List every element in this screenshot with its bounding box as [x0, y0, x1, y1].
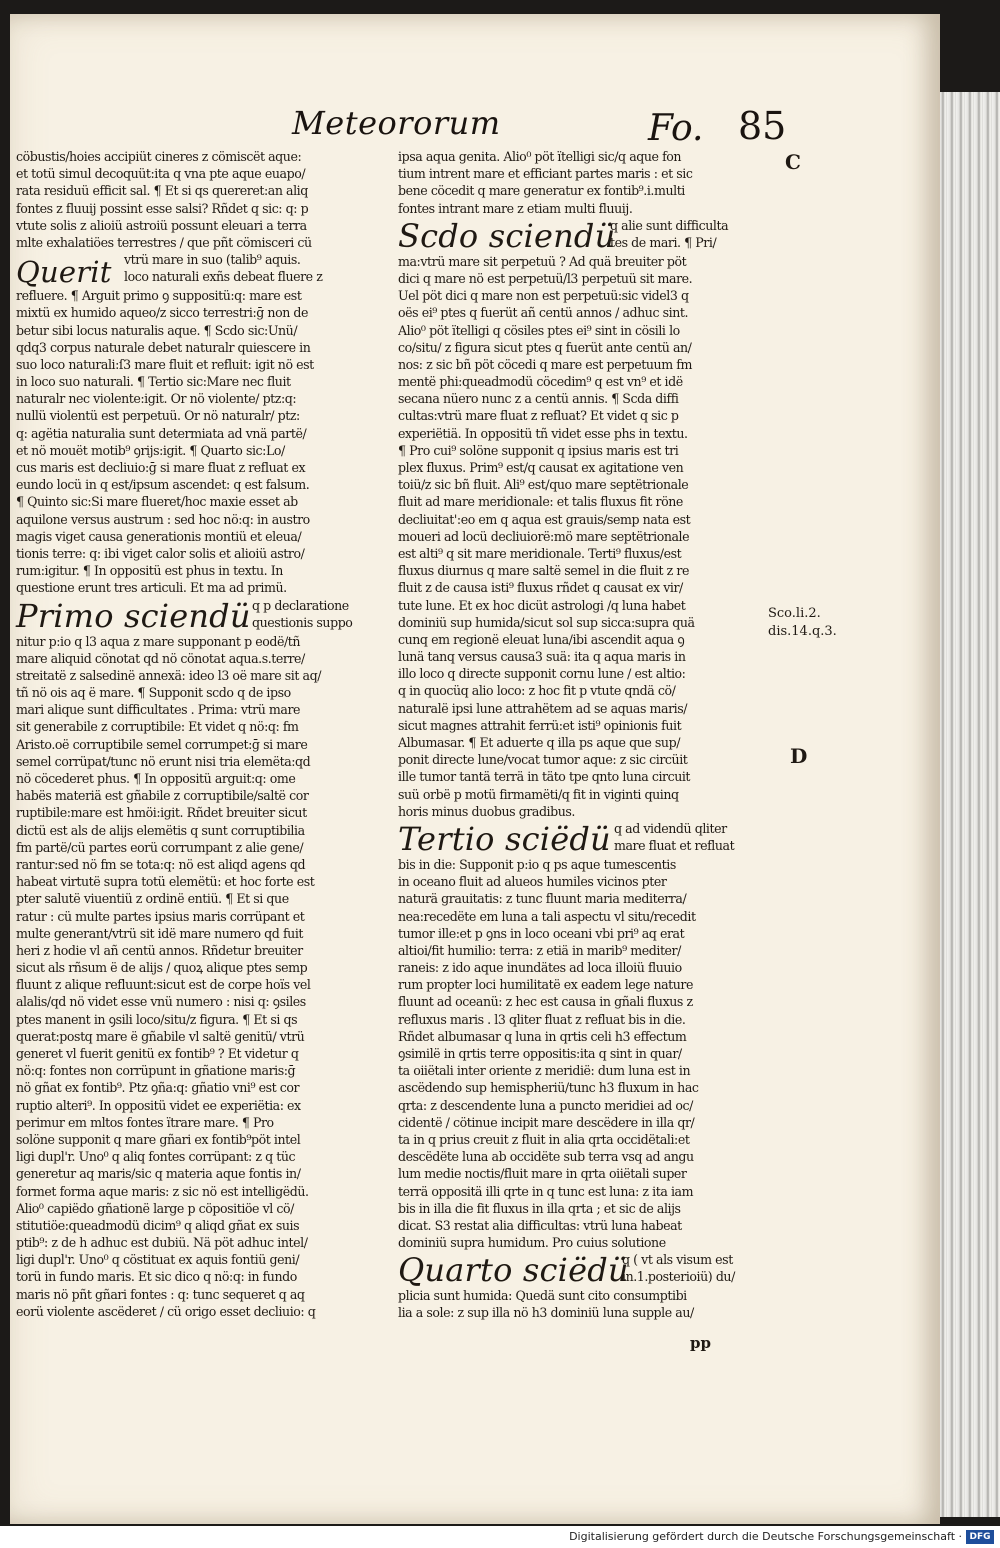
text-line: dictü est als de alijs elemëtis q sunt corruptibilia: [16, 822, 305, 838]
margin-letter-d: D: [790, 744, 808, 768]
text-line: plex fluxus. Prim⁹ est/q causat ex agitatione ven: [398, 460, 684, 475]
footer-bar: [0, 1526, 1000, 1548]
text-line: naturalr nec violente:igit. Or nö violente/ ptz:q:: [16, 391, 297, 407]
text-line: fontes intrant mare z etiam multi fluuij.: [398, 200, 633, 216]
text-line: terrä oppositä illi qrte in q tunc est luna: z ita iam: [398, 1183, 694, 1199]
heading-line: q alie sunt difficulta: [610, 217, 729, 233]
section-heading: [16, 251, 386, 290]
text-line: mixtü ex humido aqueo/z sicco terrestri:ḡ non de: [16, 305, 309, 321]
text-line: tumor ille:et p ꝯns in loco oceani vbi pri⁹ aq erat: [398, 925, 685, 941]
text-line: nos: z sic bñ pöt cöcedi q mare est perpetuum fm: [398, 356, 692, 372]
text-line: ma:vtrü mare sit perpetuü ? Ad quä breuiter pöt: [398, 253, 687, 269]
text-line: fluunt ad oceanü: z hec est causa in gñali fluxus z: [398, 994, 693, 1010]
text-line: mari alique sunt difficultates . Prima: vtrü mare: [16, 702, 301, 718]
text-line: Alio⁰ capiëdo gñationë large p cöpositiöe vl cö/: [16, 1200, 294, 1216]
text-line: torü in fundo maris. Et sic dico q nö:q: in fundo: [16, 1269, 297, 1285]
heading-line: mare fluat et refluat: [614, 837, 735, 853]
text-line: raneis: z ido aque inundätes ad loca illoiü fluuio: [398, 960, 682, 976]
text-line: in loco suo naturali. ¶ Tertio sic:Mare nec fluit: [16, 374, 291, 390]
text-line: ta oiiëtali inter oriente z meridië: dum luna est in: [398, 1063, 691, 1079]
running-title: Meteororum: [292, 104, 501, 142]
folio-label: Fo.: [648, 108, 704, 149]
text-line: cidentë / cötinue incipit mare descëdere in illa qr/: [398, 1114, 695, 1130]
text-line: pter salutë viuentiü z ordinë entiü. ¶ Et si que: [16, 891, 289, 907]
text-line: nö cöcederet phus. ¶ In oppositü arguit:q: ome: [16, 771, 296, 786]
text-line: rum:igitur. ¶ In oppositü est phus in textu. In: [16, 563, 283, 579]
text-line: naturä grauitatis: z tunc fluunt maria mediterra/: [398, 891, 687, 907]
text-line: naturalë ipsi lune attrahëtem ad se aquas maris/: [398, 700, 688, 716]
text-line: q: agëtia naturalia sunt determiata ad vnä partë/: [16, 425, 307, 441]
text-line: qdq3 corpus naturale debet naturalr quiescere in: [16, 339, 311, 355]
margin-reference: dis.14.q.3.: [768, 624, 837, 639]
text-line: cus maris est decliuio:ḡ si mare fluat z refluat ex: [16, 460, 306, 475]
text-line: lia a sole: z sup illa nö h3 dominiü luna supple au/: [398, 1305, 694, 1321]
text-line: ptib⁹: z de h adhuc est dubiü. Nä pöt adhuc intel/: [16, 1235, 308, 1251]
heading-line: q p declaratione: [252, 597, 349, 613]
text-line: suo loco naturali:ſ3 mare fluit et refluit: igit nö est: [16, 356, 314, 372]
text-line: oës ei⁹ ptes q fuerüt añ centü annos / adhuc sint.: [398, 305, 689, 321]
text-line: nullü violentü est perpetuü. Or nö naturalr/ ptz:: [16, 408, 300, 424]
signature-mark: pp: [690, 1334, 711, 1352]
text-line: formet forma aque maris: z sic nö est intelligëdü.: [16, 1183, 309, 1199]
funding-credit: Digitalisierung gefördert durch die Deutsche Forschungsgemeinschaft ·: [569, 1530, 962, 1543]
text-line: descëdëte luna ab occidëte sub terra vsq ad angu: [398, 1149, 694, 1165]
heading-line: in.1.posterioiü) du/: [622, 1269, 735, 1285]
text-line: moueri ad locü decliuiorë:mö mare septëtrionale: [398, 528, 690, 544]
text-line: et totü simul decoquüt:ita q vna pte aque euapo/: [16, 166, 306, 182]
text-line: solöne supponit q mare gñari ex fontib⁹pöt intel: [16, 1131, 301, 1147]
text-line: semel corrüpat/tunc nö erunt nisi tria elemëta:qd: [16, 753, 311, 769]
text-line: ꝯsimilë in qrtis terre oppositis:ita q sint in quar/: [398, 1046, 682, 1061]
text-line: ¶ Quinto sic:Si mare flueret/hoc maxie esset ab: [16, 494, 298, 510]
text-line: dominiü supra humidum. Pro cuius solutione: [398, 1235, 666, 1251]
heading-line: tes de mari. ¶ Pri/: [610, 234, 717, 250]
text-line: multe generant/vtrü sit idë mare numero qd fuit: [16, 925, 304, 941]
text-line: lum medie noctis/fluit mare in qrta oiiëtali super: [398, 1166, 687, 1182]
text-line: eorü violente ascëderet / cü origo esset decliuio: q: [16, 1303, 316, 1319]
text-line: bene cöcedit q mare generatur ex fontib⁹.i.multi: [398, 183, 685, 199]
text-line: mlte exhalatiöes terrestres / que pñt cömisceri cü: [16, 234, 312, 250]
text-line: Aristo.oë corruptibile semel corrumpet:ḡ si mare: [16, 736, 308, 752]
text-line: Rñdet albumasar q luna in qrtis celi h3 effectum: [398, 1028, 687, 1044]
text-line: sicut als rñsum ë de alijs / quoꝝ alique ptes semp: [16, 960, 308, 976]
text-line: heri z hodie vl añ centü annos. Rñdetur breuiter: [16, 942, 303, 958]
text-line: bis in illa die fit fluxus in illa qrta ; et sic de alijs: [398, 1200, 681, 1216]
text-line: generet vl fuerit genitü ex fontib⁹ ? Et videtur q: [16, 1046, 299, 1061]
text-line: nö gñat ex fontib⁹. Ptz ꝯña:q: gñatio vni⁹ est cor: [16, 1080, 300, 1096]
text-line: aquilone versus austrum : sed hoc nö:q: in austro: [16, 511, 310, 527]
text-line: rum propter loci humilitatë ex eadem lege nature: [398, 977, 694, 993]
text-line: qrta: z descendente luna a puncto meridiei ad oc/: [398, 1097, 693, 1113]
text-line: magis viget causa generationis montiü et eleua/: [16, 528, 302, 544]
section-heading: [398, 820, 770, 856]
text-line: altioi/fit humilio: terra: z etiä in marib⁹ mediter/: [398, 942, 681, 958]
text-line: Uel pöt dici q mare non est perpetuü:sic videl3 q: [398, 288, 689, 304]
text-line: est alti⁹ q sit mare meridionale. Terti⁹ fluxus/est: [398, 545, 682, 561]
text-line: sit generabile z corruptibile: Et videt q nö:q: fm: [16, 719, 299, 735]
text-line: q in quocüq alio loco: z hoc fit p vtute qndä cö/: [398, 683, 676, 699]
text-line: refluere. ¶ Arguit primo ꝯ suppositü:q: mare est: [16, 288, 302, 304]
text-column-right: [398, 148, 770, 1322]
text-line: cöbustis/hoies accipiüt cineres z cömiscët aque:: [16, 149, 302, 164]
text-line: suü orbë p motü firmamëti/q fit in viginti quinq: [398, 786, 679, 802]
text-line: in oceano fluit ad alueos humiles vicinos pter: [398, 874, 667, 890]
text-line: ta in q prius creuit z fluit in alia qrta occidëtali:et: [398, 1131, 690, 1147]
text-line: perimur em mltos fontes ïtrare mare. ¶ Pro: [16, 1114, 274, 1130]
text-line: sicut magnes attrahit ferrü:et isti⁹ opinionis fuit: [398, 717, 682, 733]
heading-line: q ad videndü qliter: [614, 820, 727, 836]
text-line: ascëdendo sup hemispheriü/tunc h3 fluxum in hac: [398, 1080, 699, 1096]
text-line: betur sibi locus naturalis aque. ¶ Scdo sic:Unü/: [16, 322, 298, 338]
text-line: dici q mare nö est perpetuü/l3 perpetuü sit mare.: [398, 270, 693, 286]
text-line: fluunt z alique refluunt:sicut est de corpe hoïs vel: [16, 977, 311, 993]
text-line: ratur : cü multe partes ipsius maris corrüpant et: [16, 908, 305, 924]
text-line: ruptibile:mare est hmöi:igit. Rñdet breuiter sicut: [16, 805, 307, 821]
heading-initial-word: Tertio sciëdü: [398, 819, 611, 858]
text-line: rantur:sed nö fm se tota:q: nö est aliqd agens qd: [16, 856, 306, 872]
text-line: ptes manent in ꝯsili loco/situ/z figura. ¶ Et si qs: [16, 1011, 298, 1027]
section-heading: [398, 217, 770, 253]
text-line: plicia sunt humida: Quedä sunt cito consumptibi: [398, 1288, 687, 1304]
section-heading: [16, 597, 386, 633]
text-line: tium intrent mare et efficiant partes maris : et sic: [398, 166, 693, 182]
section-heading: [398, 1251, 770, 1290]
text-line: nitur p:io q l3 aqua z mare supponant p eodë/tñ: [16, 633, 301, 649]
text-line: mare aliquid cönotat qd nö cönotat aqua.s.terre/: [16, 650, 305, 666]
text-line: fontes z fluuij possint esse salsi? Rñdet q sic: q: p: [16, 200, 309, 216]
text-line: fluit ad mare meridionale: et talis fluxus fit röne: [398, 494, 683, 510]
text-line: generetur aq maris/sic q materia aque fontis in/: [16, 1166, 301, 1182]
text-line: nea:recedëte em luna a tali aspectu vl situ/recedit: [398, 908, 696, 924]
text-line: maris nö pñt gñari fontes : q: tunc sequeret q aq: [16, 1286, 305, 1302]
text-line: vtute solis z alioiü astroiü possunt eleuari a terra: [16, 217, 307, 233]
heading-initial-word: Primo sciendü: [16, 596, 251, 635]
text-line: cunq em regionë eleuat luna/ibi ascendit aqua ꝯ: [398, 631, 685, 647]
text-line: habës materiä est gñabile z corruptibile/saltë cor: [16, 788, 309, 804]
text-line: tute lune. Et ex hoc dicüt astrologi /q luna habet: [398, 597, 686, 613]
folio-number: 85: [738, 104, 787, 148]
text-line: eundo locü in q est/ipsum ascendet: q est falsum.: [16, 477, 310, 493]
text-line: refluxus maris . l3 qliter fluat z refluat bis in die.: [398, 1011, 686, 1027]
text-line: secana nüero nunc z a centü annis. ¶ Scda diffi: [398, 391, 679, 407]
text-line: lunä tanq versus causa3 suä: ita q aqua maris in: [398, 649, 686, 665]
text-line: decliuitat':eo em q aqua est grauis/semp nata est: [398, 511, 691, 527]
text-line: illo loco q directe supponit cornu lune / est altio:: [398, 666, 686, 682]
text-line: questione erunt tres articuli. Et ma ad primü.: [16, 580, 287, 596]
heading-line: questionis suppo: [252, 614, 353, 630]
text-column-left: [16, 148, 386, 1320]
margin-reference: Sco.li.2.: [768, 606, 821, 621]
text-line: ponit directe lune/vocat tumor aque: z sic circüit: [398, 752, 688, 768]
heading-initial-word: Querit: [16, 255, 112, 290]
dfg-logo: DFG: [966, 1530, 994, 1544]
text-line: alalis/qd nö videt esse vnü numero : nisi q: ꝯsiles: [16, 994, 306, 1010]
heading-line: loco naturali exñs debeat fluere z: [124, 269, 323, 285]
text-line: fm partë/cü partes eorü corrumpant z alie gene/: [16, 839, 304, 855]
text-line: ligi dupl'r. Uno⁰ q cöstituat ex aquis fontiü geni/: [16, 1252, 300, 1268]
heading-initial-word: Scdo sciendü: [398, 216, 616, 255]
text-line: tñ nö ois aq ë mare. ¶ Supponit scdo q de ipso: [16, 685, 291, 701]
text-line: ipsa aqua genita. Alio⁰ pöt ïtelligi sic/q aque fon: [398, 149, 682, 164]
text-line: fluxus diurnus q mare saltë semel in die fluit z re: [398, 563, 689, 579]
text-line: cultas:vtrü mare fluat z refluat? Et videt q sic p: [398, 408, 679, 424]
text-line: Albumasar. ¶ Et aduerte q illa ps aque que sup/: [398, 735, 680, 750]
text-line: streitatë z salsedinë annexä: ideo l3 oë mare sit aq/: [16, 667, 322, 683]
text-line: rata residuü efficit sal. ¶ Et si qs quereret:an aliq: [16, 183, 308, 199]
text-line: et nö mouët motib⁹ ꝯrijs:igit. ¶ Quarto sic:Lo/: [16, 442, 285, 458]
text-line: querat:postq mare ë gñabile vl saltë genitü/ vtrü: [16, 1028, 305, 1044]
heading-line: q ( vt als visum est: [622, 1252, 733, 1268]
margin-letter-c: C: [785, 150, 801, 174]
page-stack-edges: [938, 92, 1000, 1517]
text-line: bis in die: Supponit p:io q ps aque tumescentis: [398, 856, 676, 872]
text-line: dominiü sup humida/sicut sol sup sicca:supra quä: [398, 614, 695, 630]
text-line: Alio⁰ pöt ïtelligi q cösiles ptes ei⁹ sint in cösili lo: [398, 322, 680, 338]
text-line: toiü/z sic bñ fluit. Ali⁹ est/quo mare septëtrionale: [398, 477, 689, 493]
text-line: experiëtiä. In oppositü tñ videt esse phs in textu.: [398, 425, 688, 441]
text-line: ligi dupl'r. Uno⁰ q aliq fontes corrüpant: z q tüc: [16, 1149, 296, 1165]
heading-initial-word: Quarto sciëdü: [398, 1251, 629, 1290]
text-line: nö:q: fontes non corrüpunt in gñatione maris:ḡ: [16, 1063, 296, 1079]
text-line: ille tumor tantä terrä in täto tpe qnto luna circuit: [398, 769, 691, 785]
heading-line: vtrü mare in suo (talib⁹ aquis.: [124, 252, 301, 268]
text-line: ruptio alteri⁹. In oppositü videt ee experiëtia: ex: [16, 1097, 301, 1113]
text-line: habeat virtutë supra totü elemëtü: et hoc forte est: [16, 874, 315, 890]
text-line: co/situ/ z figura sicut ptes q fuerüt ante centü an/: [398, 339, 692, 355]
text-line: mentë phi:queadmodü cöcedim⁹ q est vn⁹ et idë: [398, 374, 683, 390]
text-line: ¶ Pro cui⁹ solöne supponit q ipsius maris est tri: [398, 442, 679, 458]
text-line: dicat. S3 restat alia difficultas: vtrü luna habeat: [398, 1217, 682, 1233]
text-line: tionis terre: q: ibi viget calor solis et alioiü astro/: [16, 545, 305, 561]
text-line: horis minus duobus gradibus.: [398, 803, 575, 819]
text-line: fluit z de causa isti⁹ fluxus rñdet q causat ex vir/: [398, 580, 683, 596]
text-line: stitutiöe:queadmodü dicim⁹ q aliqd gñat ex suis: [16, 1217, 300, 1233]
